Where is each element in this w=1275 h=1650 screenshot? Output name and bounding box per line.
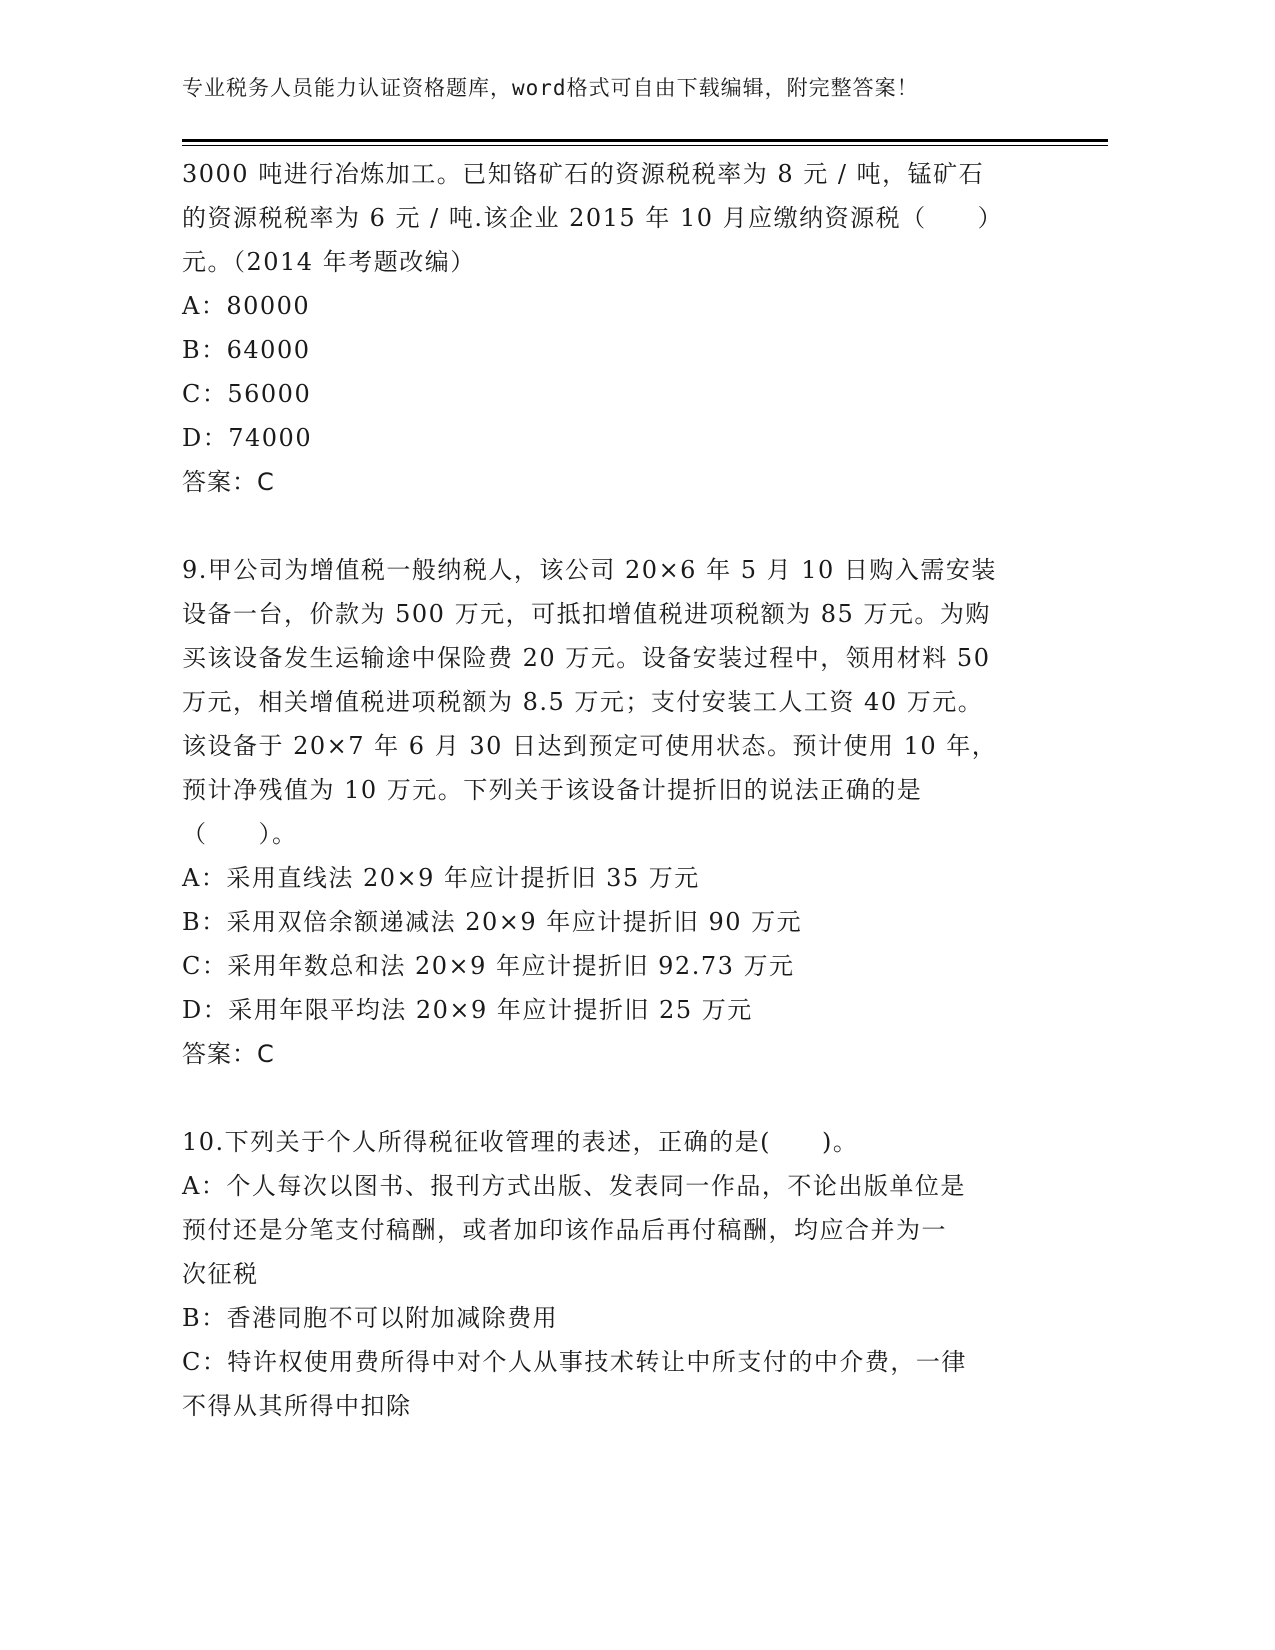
q10-option-b: B：香港同胞不可以附加减除费用 xyxy=(182,1304,559,1332)
header-rule-thick xyxy=(182,139,1108,142)
q8-stem-line: 3000 吨进行冶炼加工。已知铬矿石的资源税税率为 8 元 / 吨，锰矿石 xyxy=(182,160,985,188)
q8-option-b: B：64000 xyxy=(182,336,311,364)
q8-option-a: A：80000 xyxy=(182,292,311,320)
q10-stem-line: 10.下列关于个人所得税征收管理的表述，正确的是( )。 xyxy=(182,1128,859,1156)
q9-stem-line: 9.甲公司为增值税一般纳税人，该公司 20×6 年 5 月 10 日购入需安装 xyxy=(182,556,997,584)
q9-option-b: B：采用双倍余额递减法 20×9 年应计提折旧 90 万元 xyxy=(182,908,803,936)
q9-option-d: D：采用年限平均法 20×9 年应计提折旧 25 万元 xyxy=(182,996,753,1024)
q10-option-a-line: 次征税 xyxy=(182,1260,259,1288)
header-rule-thin xyxy=(182,145,1108,146)
q9-answer: 答案：C xyxy=(182,1040,275,1068)
q10-option-c-line: C：特许权使用费所得中对个人从事技术转让中所支付的中介费，一律 xyxy=(182,1348,967,1376)
q9-stem-line: （ ）。 xyxy=(182,820,298,848)
q9-stem-line: 设备一台，价款为 500 万元，可抵扣增值税进项税额为 85 万元。为购 xyxy=(182,600,991,628)
q9-stem-line: 买该设备发生运输途中保险费 20 万元。设备安装过程中，领用材料 50 xyxy=(182,644,991,672)
q10-option-c-line: 不得从其所得中扣除 xyxy=(182,1392,412,1420)
q9-stem-line: 万元，相关增值税进项税额为 8.5 万元；支付安装工人工资 40 万元。 xyxy=(182,688,984,716)
document-body xyxy=(182,152,1062,1428)
q8-option-d: D：74000 xyxy=(182,424,313,452)
q8-stem-line: 的资源税税率为 6 元 / 吨.该企业 2015 年 10 月应缴纳资源税（ ） xyxy=(182,204,1004,232)
q10-option-a-line: 预付还是分笔支付稿酬，或者加印该作品后再付稿酬，均应合并为一 xyxy=(182,1216,947,1244)
q8-option-c: C：56000 xyxy=(182,380,312,408)
q8-answer: 答案：C xyxy=(182,468,275,496)
q8-stem-line: 元。（2014 年考题改编） xyxy=(182,248,476,276)
q9-stem-line: 该设备于 20×7 年 6 月 30 日达到预定可使用状态。预计使用 10 年， xyxy=(182,732,998,760)
q9-stem-line: 预计净残值为 10 万元。下列关于该设备计提折旧的说法正确的是 xyxy=(182,776,923,804)
q9-option-a: A：采用直线法 20×9 年应计提折旧 35 万元 xyxy=(182,864,700,892)
q10-option-a-line: A：个人每次以图书、报刊方式出版、发表同一作品，不论出版单位是 xyxy=(182,1172,966,1200)
q9-option-c: C：采用年数总和法 20×9 年应计提折旧 92.73 万元 xyxy=(182,952,795,980)
page-header: 专业税务人员能力认证资格题库，word格式可自由下载编辑，附完整答案！ xyxy=(182,76,919,100)
